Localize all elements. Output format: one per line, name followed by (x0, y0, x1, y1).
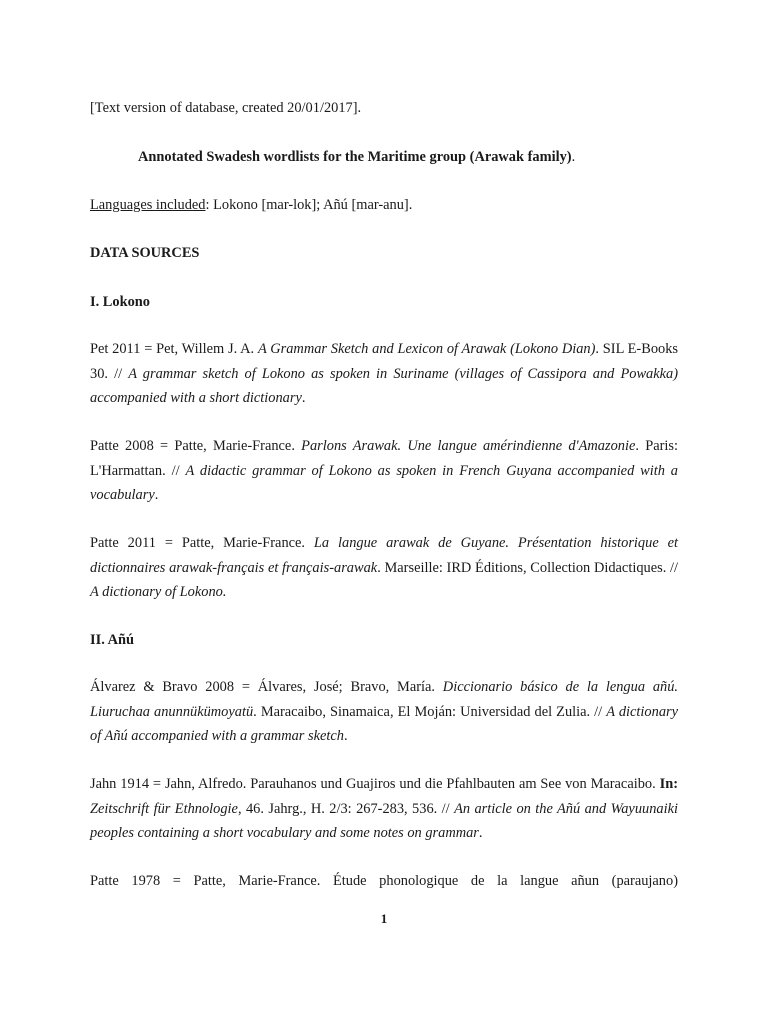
entry-in-label: In: (659, 776, 678, 792)
source-entry-patte-2011 (90, 531, 678, 605)
entry-title: Diccionario básico de la lengua añú. Liuruchaa anunnükümoyatü (90, 679, 678, 720)
entry-note: A didactic grammar of Lokono as spoken in French Guyana accompanied with a vocabulary (90, 462, 678, 503)
entry-lead: Patte 2011 = Patte, Marie-France. (90, 535, 314, 551)
source-entry-alvarez-bravo-2008 (90, 675, 678, 749)
entry-mid: . SIL E-Books 30. // (90, 341, 679, 382)
entry-mid: . Maracaibo, Sinamaica, El Moján: Universidad del Zulia. // (253, 703, 607, 720)
source-entry-patte-1978 (90, 869, 678, 894)
entry-title: A Grammar Sketch and Lexicon of Arawak (Lokono Dian) (257, 341, 596, 357)
entry-note: A dictionary of Añú accompanied with a grammar sketch (90, 703, 678, 744)
entry-lead: Álvarez & Bravo 2008 = Álvares, José; Bravo, María. (90, 679, 443, 695)
entry-mid: . Paris: L'Harmattan. // (90, 438, 678, 479)
header-note: [Text version of database, created 20/01/2017]. (90, 100, 362, 116)
entry-mid: , 46. Jahrg., H. 2/3: 267-283, 536. // (237, 800, 455, 817)
document-title (138, 145, 726, 170)
source-entry-jahn-1914 (90, 772, 678, 846)
languages-label: Languages included (90, 197, 206, 213)
entry-lead: Jahn 1914 = Jahn, Alfredo. Parauhanos und Guajiros und die Pfahlbauten am See von Maracaibo. (90, 776, 660, 792)
entry-note: An article on the Añú and Wayuunaiki peoples containing a short vocabulary and some notes on grammar (90, 800, 678, 841)
entry-title: Parlons Arawak. Une langue amérindienne d'Amazonie (301, 438, 636, 454)
section-heading-lokono: I. Lokono (90, 294, 150, 310)
document-title-trailing: . (571, 149, 576, 165)
entry-mid: . Marseille: IRD Éditions, Collection Didactiques. // (377, 559, 678, 576)
entry-note: A dictionary of Lokono. (90, 584, 227, 600)
languages-included (90, 193, 678, 218)
entry-end: . (301, 390, 306, 406)
entry-end: . (154, 487, 159, 503)
entry-text: Patte 1978 = Patte, Marie-France. Étude phonologique de la langue añun (paraujano) (90, 873, 678, 889)
entry-end: . (343, 728, 348, 744)
section-heading-data-sources: DATA SOURCES (90, 245, 200, 261)
entry-lead: Pet 2011 = Pet, Willem J. A. (90, 341, 258, 357)
source-entry-pet-2011 (90, 337, 678, 411)
entry-note: A grammar sketch of Lokono as spoken in Suriname (villages of Cassipora and Powakka) accompanied with a short dictionary (90, 365, 678, 406)
entry-journal: Zeitschrift für Ethnologie (90, 800, 238, 817)
source-entry-patte-2008 (90, 434, 678, 508)
languages-text: : Lokono [mar-lok]; Añú [mar-anu]. (205, 197, 413, 213)
entry-title: La langue arawak de Guyane. Présentation historique et dictionnaires arawak-français et français-arawak (90, 535, 678, 576)
section-heading-anu: II. Añú (90, 632, 135, 648)
entry-end: . (478, 825, 483, 841)
page-number: 1 (380, 911, 388, 926)
document-page (90, 0, 678, 1024)
document-title-text: Annotated Swadesh wordlists for the Maritime group (Arawak family) (138, 149, 572, 165)
entry-lead: Patte 2008 = Patte, Marie-France. (90, 438, 302, 454)
